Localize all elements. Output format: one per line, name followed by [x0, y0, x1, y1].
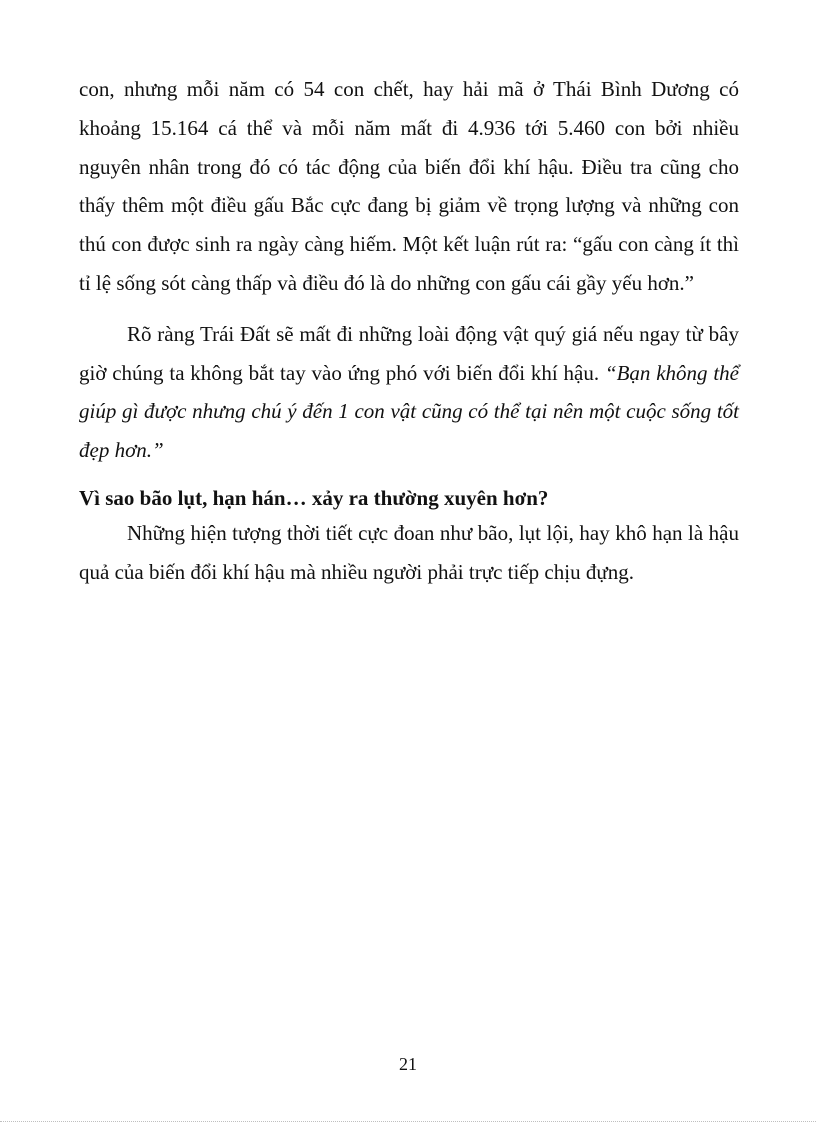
- paragraph-earth-loss-text: Rõ ràng Trái Đất sẽ mất đi những loài động vật quý giá nếu ngay từ bây giờ chúng ta không bắt tay vào ứng phó với biến đổi khí hậu.: [79, 321, 739, 385]
- paragraph-extreme-weather: Những hiện tượng thời tiết cực đoan như bão, lụt lội, hay khô hạn là hậu quả của biến đổi khí hậu mà nhiều người phải trực tiếp chịu đựng.: [79, 520, 739, 584]
- page-bottom-rule: [0, 1121, 816, 1122]
- paragraph-continuation: con, nhưng mỗi năm có 54 con chết, hay hải mã ở Thái Bình Dương có khoảng 15.164 cá thể và mỗi năm mất đi 4.936 tới 5.460 con bởi nhiều nguyên nhân trong đó có tác động của biến đổi khí hậu. Điều tra cũng cho thấy thêm một điều gấu Bắc cực đang bị giảm về trọng lượng và những con thú con được sinh ra ngày càng hiếm. Một kết luận rút ra: “gấu con càng ít thì tỉ lệ sống sót càng thấp và điều đó là do những con gấu cái gầy yếu hơn.”: [79, 77, 739, 295]
- paragraph-earth-loss: [79, 315, 739, 470]
- italic-quote: “Bạn không thể giúp gì được nhưng chú ý đến 1 con vật cũng có thể tại nên một cuộc sống tốt đẹp hơn.”: [79, 360, 739, 463]
- page-number: 21: [399, 1054, 417, 1074]
- page-body: [79, 70, 739, 592]
- section-heading: Vì sao bão lụt, hạn hán… xảy ra thường xuyên hơn?: [79, 485, 549, 510]
